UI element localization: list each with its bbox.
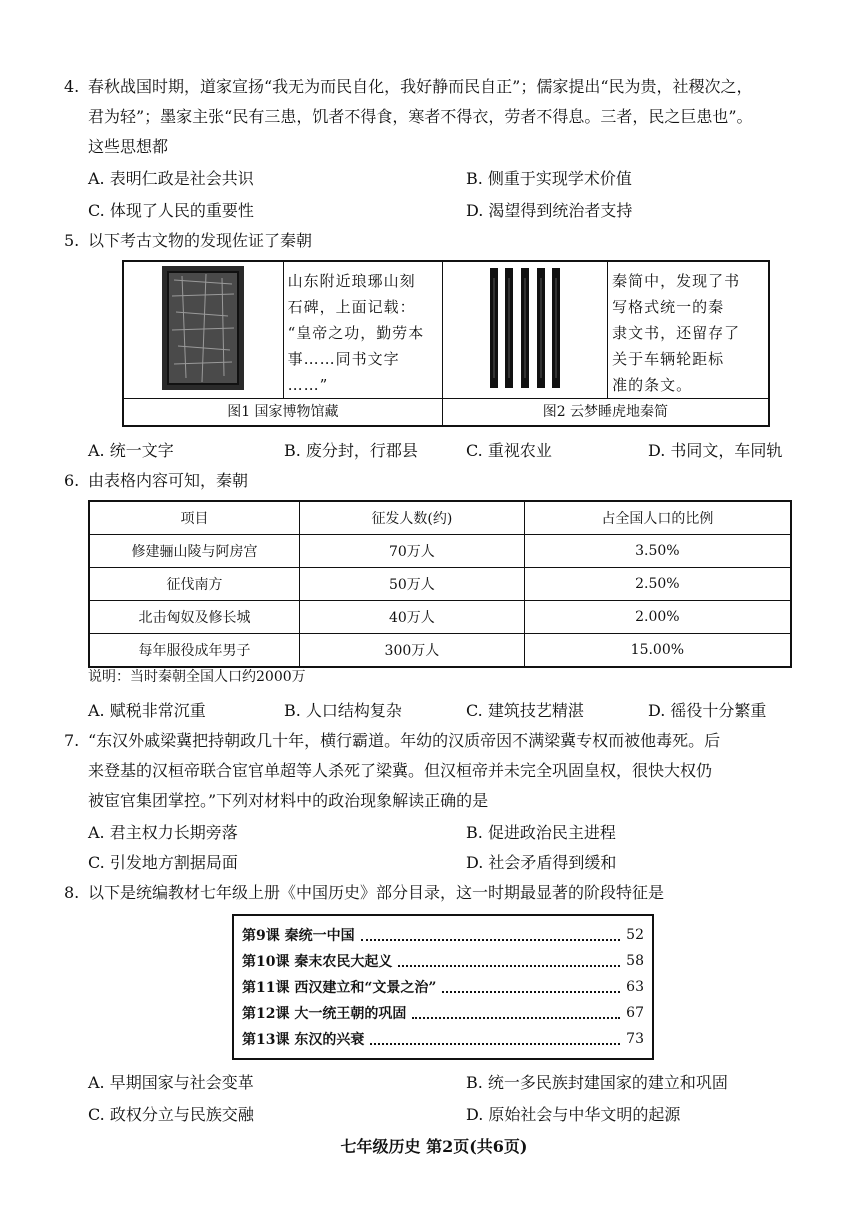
page-footer: 七年级历史 第2页(共6页) [340,1137,528,1156]
q4-option-d[interactable]: D. 渴望得到统治者支持 [466,201,633,220]
toc-leader-dots [412,1007,620,1019]
fig2-text-line: 隶文书，还留存了 [612,324,741,342]
q7-option-b[interactable]: B. 促进政治民主进程 [466,823,616,842]
toc-label: 第9课 秦统一中国 [242,928,355,944]
question-7-line-3: 被宦官集团掌控。”下列对材料中的政治现象解读正确的是 [88,791,489,810]
table-cell: 2.00% [524,601,791,634]
table-header: 征发人数(约) [300,501,525,535]
question-4-line-3: 这些思想都 [88,137,169,156]
question-text: 春秋战国时期，道家宣扬“我无为而民自化，我好静而民自正”；儒家提出“民为贵，社稷次之， [88,77,753,96]
q7-option-d[interactable]: D. 社会矛盾得到缓和 [466,853,617,872]
table-header-row [89,501,791,535]
table-cell: 15.00% [524,634,791,668]
textbook-contents-box [232,914,654,1060]
toc-row [242,948,644,974]
table-row [89,634,791,668]
toc-page-number: 73 [626,1031,644,1047]
q6-option-b[interactable]: B. 人口结构复杂 [284,701,402,720]
fig1-description [284,262,442,398]
stone-tablet-image [162,266,244,390]
table-cell: 每年服役成年男子 [89,634,300,668]
q4-option-c[interactable]: C. 体现了人民的重要性 [88,201,254,220]
fig1-text-line: 石碑，上面记载： [287,298,416,316]
question-number: 8. [64,883,80,902]
fig1-text-line: 事……同书文字 [287,350,400,368]
bamboo-slips-image [488,268,562,388]
question-7-line-2: 来登基的汉桓帝联合宦官单超等人杀死了梁冀。但汉桓帝并未完全巩固皇权，很快大权仍 [88,761,713,780]
toc-leader-dots [398,955,620,967]
q6-option-d[interactable]: D. 徭役十分繁重 [648,701,767,720]
toc-label: 第11课 西汉建立和“文景之治” [242,980,437,996]
toc-page-number: 63 [626,979,644,995]
toc-label: 第13课 东汉的兴衰 [242,1032,365,1048]
toc-label: 第12课 大一统王朝的巩固 [242,1006,407,1022]
artifact-figure-table [122,260,770,427]
question-text: “东汉外戚梁冀把持朝政几十年，横行霸道。年幼的汉质帝因不满梁冀专权而被他毒死。后 [88,731,721,750]
table-cell: 50万人 [300,568,525,601]
fig2-description [608,262,768,398]
table-note: 说明：当时秦朝全国人口约2000万 [88,669,306,685]
q5-option-a[interactable]: A. 统一文字 [88,441,174,460]
toc-leader-dots [361,929,621,941]
question-7-line-1 [64,726,720,756]
table-cell: 3.50% [524,535,791,568]
q7-option-c[interactable]: C. 引发地方割据局面 [88,853,238,872]
fig1-text-line: “皇帝之功，勤劳本 [287,324,425,342]
question-text: 由表格内容可知，秦朝 [88,471,249,490]
toc-row [242,1026,644,1052]
fig2-caption: 图2 云梦睡虎地秦简 [442,399,769,427]
q6-option-c[interactable]: C. 建筑技艺精湛 [466,701,584,720]
toc-page-number: 52 [626,927,644,943]
table-header: 项目 [89,501,300,535]
question-number: 7. [64,731,80,750]
q4-option-a[interactable]: A. 表明仁政是社会共识 [88,169,254,188]
table-cell: 40万人 [300,601,525,634]
table-row [89,601,791,634]
q8-option-b[interactable]: B. 统一多民族封建国家的建立和巩固 [466,1073,728,1092]
table-row [89,535,791,568]
toc-leader-dots [442,981,620,993]
q5-option-b[interactable]: B. 废分封，行郡县 [284,441,418,460]
table-cell: 征伐南方 [89,568,300,601]
question-text: 以下考古文物的发现佐证了秦朝 [88,231,313,250]
question-5-stem [64,226,312,256]
bamboo-slips-image-cell [442,261,607,399]
toc-leader-dots [370,1033,620,1045]
question-number: 4. [64,77,80,96]
toc-label: 第10课 秦末农民大起义 [242,954,393,970]
fig2-description-cell [608,261,769,399]
fig1-description-cell [283,261,442,399]
toc-page-number: 58 [626,953,644,969]
fig2-text-line: 关于车辆轮距标 [612,350,725,368]
table-row [89,568,791,601]
q7-option-a[interactable]: A. 君主权力长期旁落 [88,823,238,842]
question-number: 6. [64,471,80,490]
table-cell: 300万人 [300,634,525,668]
fig2-text-line: 秦简中，发现了书 [612,272,741,290]
toc-row [242,974,644,1000]
conscription-table [88,500,792,668]
question-8-stem [64,878,664,908]
q8-option-c[interactable]: C. 政权分立与民族交融 [88,1105,254,1124]
question-4-line-1 [64,72,753,102]
fig1-text-line: 山东附近琅琊山刻 [287,272,416,290]
q5-option-d[interactable]: D. 书同文，车同轨 [648,441,783,460]
fig2-text-line: 写格式统一的秦 [612,298,725,316]
stone-tablet-image-cell [123,261,283,399]
q8-option-d[interactable]: D. 原始社会与中华文明的起源 [466,1105,681,1124]
q8-option-a[interactable]: A. 早期国家与社会变革 [88,1073,254,1092]
fig1-caption: 图1 国家博物馆藏 [123,399,442,427]
fig2-text-line: 准的条文。 [612,376,693,394]
fig1-text-line: ……” [287,376,329,394]
toc-row [242,922,644,948]
question-6-stem [64,466,248,496]
table-cell: 70万人 [300,535,525,568]
table-cell: 修建骊山陵与阿房宫 [89,535,300,568]
question-4-line-2: 君为轻”；墨家主张“民有三患，饥者不得食，寒者不得衣，劳者不得息。三者，民之巨患也”。 [88,107,753,126]
question-number: 5. [64,231,80,250]
toc-row [242,1000,644,1026]
q5-option-c[interactable]: C. 重视农业 [466,441,552,460]
q6-option-a[interactable]: A. 赋税非常沉重 [88,701,206,720]
q4-option-b[interactable]: B. 侧重于实现学术价值 [466,169,632,188]
question-text: 以下是统编教材七年级上册《中国历史》部分目录，这一时期最显著的阶段特征是 [88,883,665,902]
table-cell: 北击匈奴及修长城 [89,601,300,634]
table-cell: 2.50% [524,568,791,601]
table-header: 占全国人口的比例 [524,501,791,535]
toc-page-number: 67 [626,1005,644,1021]
